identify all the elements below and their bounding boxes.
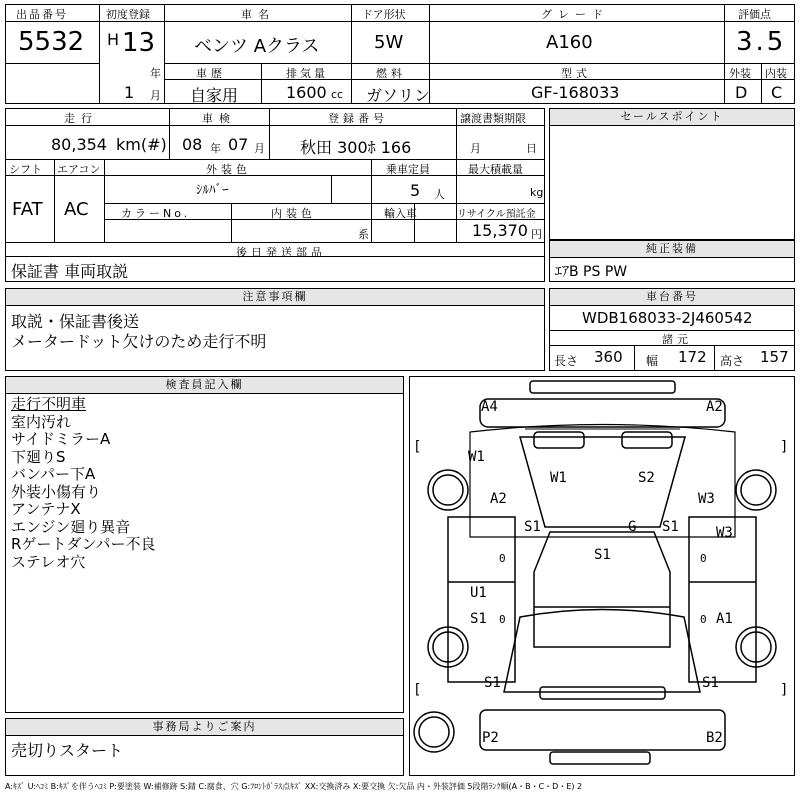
model-code-header: 型式: [561, 67, 591, 80]
inspector-line: Rゲートダンパー不良: [11, 535, 156, 553]
height-value: 157: [760, 348, 789, 366]
inspector-line: 室内汚れ: [11, 412, 72, 431]
lot-number: 5532: [18, 27, 85, 57]
grade-header: グレード: [541, 8, 609, 21]
mark-s1-center: S1: [594, 547, 611, 563]
inspection-year: 08: [182, 135, 203, 154]
office-notice-box: [5, 718, 404, 776]
car-diagram: [410, 377, 794, 775]
mark-zero: 0: [499, 613, 506, 626]
recycle-header: リサイクル預託金: [457, 209, 536, 220]
registration-month: 1: [124, 83, 135, 102]
later-parts-box: [5, 256, 545, 282]
notes-box: [5, 288, 545, 371]
mark-w3-side: W3: [716, 525, 733, 541]
mark-a4: A4: [481, 399, 498, 415]
model-code: GF-168033: [531, 83, 620, 102]
mark-s2: S2: [638, 470, 655, 486]
notes-header: 注意事項欄: [6, 289, 544, 306]
top-info-block: [5, 4, 795, 104]
car-name: ベンツ Aクラス: [194, 36, 320, 57]
month-unit: 月: [150, 89, 161, 102]
mark-b2: B2: [706, 730, 723, 746]
mark-w1-center: W1: [550, 470, 567, 486]
inspector-line: エンジン廻り異音: [11, 517, 131, 536]
transfer-deadline-header: 譲渡書類期限: [460, 112, 526, 125]
specs-header: 諸元: [662, 333, 692, 346]
capacity-header: 乗車定員: [386, 163, 430, 176]
notes-line-2: メータードット欠けのため走行不明: [11, 332, 267, 351]
exterior-grade: D: [735, 83, 748, 102]
height-label: 高さ: [720, 354, 745, 368]
mark-s1-bottom-right: S1: [702, 675, 719, 691]
load-unit: kg: [530, 186, 544, 199]
interior-header: 内装: [765, 67, 787, 80]
plate-header: 登録番号: [328, 112, 388, 125]
car-diagram-box: [409, 376, 795, 776]
fuel: ガソリン: [366, 86, 431, 105]
chassis-box: [549, 288, 795, 371]
history-header: 車歴: [196, 67, 226, 80]
inspection-month: 07: [228, 135, 249, 154]
grade: A160: [546, 32, 593, 53]
mark-g: G: [628, 519, 637, 535]
car-name-header: 車名: [241, 8, 275, 21]
score: 3.5: [736, 27, 787, 57]
shift: FAT: [12, 199, 43, 220]
mark-a2-top: A2: [706, 399, 723, 415]
fuel-header: 燃料: [376, 67, 406, 80]
mark-w3-right: W3: [698, 491, 715, 507]
recycle-unit: 円: [531, 228, 542, 241]
mark-s1-left: S1: [524, 519, 541, 535]
inspector-line: サイドミラーA: [11, 430, 111, 448]
mark-bracket: ]: [780, 682, 789, 698]
import-header: 輸入車: [384, 207, 417, 220]
legend-text: A:ｷｽﾞ U:ﾍｺﾐ B:ｷｽﾞを伴うﾍｺﾐ P:要塗装 W:補修跡 S:錆 C:腐食、穴 G:ﾌﾛﾝﾄｶﾞﾗｽ点ｷｽﾞ XX:交換済み X:要交換 欠:欠品 内・外装評価 5段階ﾗﾝｸ順(A・B・C・D・E) 2: [5, 782, 583, 791]
inspector-line: アンテナX: [11, 500, 81, 518]
later-parts-header: 後日発送部品: [236, 246, 326, 259]
aircon: AC: [64, 199, 89, 220]
plate-number: 秋田 300ﾎ 166: [300, 138, 412, 157]
mark-bracket: ]: [780, 439, 789, 455]
mark-zero: 0: [499, 552, 506, 565]
displacement-unit: cc: [331, 88, 344, 101]
vehicle-details-block: [5, 108, 545, 257]
inspector-line: ステレオ穴: [11, 552, 86, 571]
mileage: 80,354: [51, 135, 107, 154]
year-unit: 年: [150, 67, 161, 80]
aircon-header: エアコン: [57, 163, 101, 176]
transfer-month-unit: 月: [470, 142, 481, 155]
mark-s1-right: S1: [662, 519, 679, 535]
displacement-header: 排気量: [286, 67, 328, 80]
interior-color-suffix: 系: [358, 228, 369, 241]
door-type: 5W: [374, 32, 404, 53]
exterior-color-header: 外装色: [206, 163, 251, 176]
genuine-equipment-text: ｴｱB PS PW: [555, 264, 628, 280]
sales-points-box: [549, 108, 795, 240]
notes-line-1: 取説・保証書後送: [11, 312, 140, 331]
shift-header: シフト: [9, 163, 42, 176]
capacity: 5: [410, 181, 421, 200]
lot-number-header: 出品番号: [16, 8, 68, 21]
inspector-line: 外装小傷有り: [11, 482, 102, 501]
width-label: 幅: [646, 354, 659, 368]
chassis-number: WDB168033-2J460542: [582, 309, 753, 327]
office-notice-header: 事務局よりご案内: [6, 719, 403, 736]
mark-s1-lower-left: S1: [470, 611, 487, 627]
sales-points-header: セールスポイント: [550, 109, 794, 126]
mark-w1-left: W1: [468, 449, 485, 465]
mark-a2-left: A2: [490, 491, 507, 507]
mark-p2: P2: [482, 730, 499, 746]
length-label: 長さ: [554, 354, 579, 368]
width-value: 172: [678, 348, 707, 366]
genuine-equipment-box: [549, 240, 795, 282]
office-notice-text: 売切りスタート: [11, 741, 124, 760]
mark-s1-bottom-left: S1: [484, 675, 501, 691]
mark-bracket: [: [413, 439, 422, 455]
length-value: 360: [594, 348, 623, 366]
capacity-unit: 人: [434, 188, 445, 201]
inspector-box: [5, 376, 404, 713]
interior-color-header: 内装色: [271, 207, 316, 220]
color-number-header: カラーNo.: [121, 207, 191, 220]
genuine-equipment-header: 純正装備: [550, 241, 794, 258]
mark-u1: U1: [470, 585, 487, 601]
inspection-header: 車検: [202, 112, 236, 125]
mark-zero: 0: [700, 613, 707, 626]
inspector-line: バンパー下A: [11, 465, 96, 483]
vehicle-history: 自家用: [190, 86, 239, 105]
mileage-unit: km(#): [116, 135, 167, 154]
registration-year: 13: [122, 28, 156, 58]
chassis-header: 車台番号: [550, 289, 794, 306]
later-parts-text: 保証書 車両取説: [11, 262, 129, 281]
mark-a1: A1: [716, 611, 733, 627]
score-header: 評価点: [738, 8, 771, 21]
era: H: [107, 30, 120, 49]
inspection-year-unit: 年: [210, 142, 221, 155]
inspector-line: 下廻りS: [11, 447, 66, 466]
inspection-month-unit: 月: [254, 142, 265, 155]
displacement: 1600: [286, 83, 327, 102]
transfer-day-unit: 日: [526, 142, 537, 155]
mark-bracket: [: [413, 682, 422, 698]
exterior-color: ｼﾙﾊﾞｰ: [196, 183, 229, 198]
max-load-header: 最大積載量: [468, 163, 523, 176]
mileage-header: 走行: [64, 112, 98, 125]
exterior-header: 外装: [729, 67, 751, 80]
recycle-fee: 15,370: [472, 221, 528, 240]
inspector-header: 検査員記入欄: [6, 377, 403, 394]
interior-grade: C: [771, 83, 783, 102]
door-type-header: ドア形状: [362, 8, 406, 21]
inspector-line: 走行不明車: [11, 395, 87, 413]
first-registration-header: 初度登録: [106, 8, 150, 21]
mark-zero: 0: [700, 552, 707, 565]
